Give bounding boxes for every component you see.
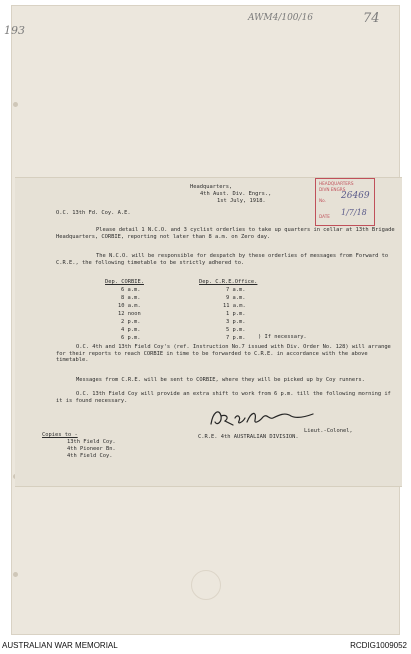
addressee: O.C. 13th Fd. Coy. A.E. bbox=[56, 210, 131, 216]
timetable-cell: 9 a.m. bbox=[226, 295, 246, 301]
paragraph: The N.C.O. will be responsible for despatch by these orderlies of messages from Forward to C.R.E., the following timetable to be strictly adhered to. bbox=[56, 253, 389, 266]
copies-item: 4th Pioneer Bn. bbox=[67, 446, 116, 452]
timetable-header-corbie: Dep. CORBIE. bbox=[105, 279, 144, 285]
signatory-rank: Lieut.-Colonel, bbox=[304, 428, 353, 434]
header-line1: Headquarters, bbox=[190, 184, 233, 190]
timetable-cell: 1 p.m. bbox=[226, 311, 246, 317]
punch-hole bbox=[13, 102, 18, 107]
timetable-note: ) If necessary. bbox=[258, 334, 307, 340]
timetable-cell: 5 p.m. bbox=[226, 327, 246, 333]
timetable-cell: 11 a.m. bbox=[223, 303, 246, 309]
stamp-line2: DIVN ENGRS bbox=[319, 187, 346, 192]
timetable-cell: 7 p.m. bbox=[226, 335, 246, 341]
stamp-date: 1/7/18 bbox=[341, 208, 367, 217]
timetable-header-cre: Dep. C.R.E.Office. bbox=[199, 279, 258, 285]
archive-reference: AWM4/100/16 bbox=[248, 13, 314, 23]
timetable-cell: 12 noon bbox=[118, 311, 141, 317]
timetable-cell: 6 p.m. bbox=[121, 335, 141, 341]
timetable-cell: 6 a.m. bbox=[121, 287, 141, 293]
stamp-line1: HEADQUARTERS bbox=[319, 181, 354, 186]
paragraph: O.C. 4th and 13th Field Coy's (ref. Instruction No.7 issued with Div. Order No. 128) will arrange for their reports to reach CORBIE in time to be forwarded to C.R.E. in accordance with the above timetable. bbox=[56, 344, 391, 363]
margin-note: 193 bbox=[4, 24, 25, 37]
signatory-title: C.R.E. 4th AUSTRALIAN DIVISION. bbox=[198, 434, 299, 440]
handwritten-signature bbox=[207, 406, 317, 430]
embossed-seal bbox=[191, 570, 221, 600]
timetable-cell: 8 a.m. bbox=[121, 295, 141, 301]
punch-hole bbox=[13, 572, 18, 577]
timetable-cell: 4 p.m. bbox=[121, 327, 141, 333]
paragraph: Messages from C.R.E. will be sent to CORBIE, where they will be picked up by Coy runners. bbox=[76, 377, 365, 383]
stamp-no-label: No. bbox=[319, 198, 326, 203]
page-number: 74 bbox=[363, 11, 380, 26]
timetable-cell: 2 p.m. bbox=[121, 319, 141, 325]
stamp-date-label: DATE bbox=[319, 214, 330, 219]
timetable-cell: 10 a.m. bbox=[118, 303, 141, 309]
stamp-number: 26469 bbox=[341, 191, 370, 201]
footer-institution: AUSTRALIAN WAR MEMORIAL bbox=[2, 641, 118, 650]
copies-label: Copies to - bbox=[42, 432, 78, 438]
header-date: 1st July, 1918. bbox=[217, 198, 266, 204]
paragraph: O.C. 13th Field Coy will provide an extra shift to work from 6 p.m. till the following morning if it is found necessary. bbox=[56, 391, 391, 404]
timetable-cell: 3 p.m. bbox=[226, 319, 246, 325]
copies-item: 4th Field Coy. bbox=[67, 453, 113, 459]
header-line2: 4th Aust. Div. Engrs., bbox=[200, 191, 272, 197]
received-stamp bbox=[315, 178, 375, 226]
paragraph: Please detail 1 N.C.O. and 3 cyclist orderlies to take up quarters in cellar at 13th Brigade Headquarters, CORBIE, reporting not later than 8 a.m. on Zero day. bbox=[56, 227, 395, 240]
footer-record-id: RCDIG1009052 bbox=[350, 641, 407, 650]
copies-item: 13th Field Coy. bbox=[67, 439, 116, 445]
timetable-cell: 7 a.m. bbox=[226, 287, 246, 293]
